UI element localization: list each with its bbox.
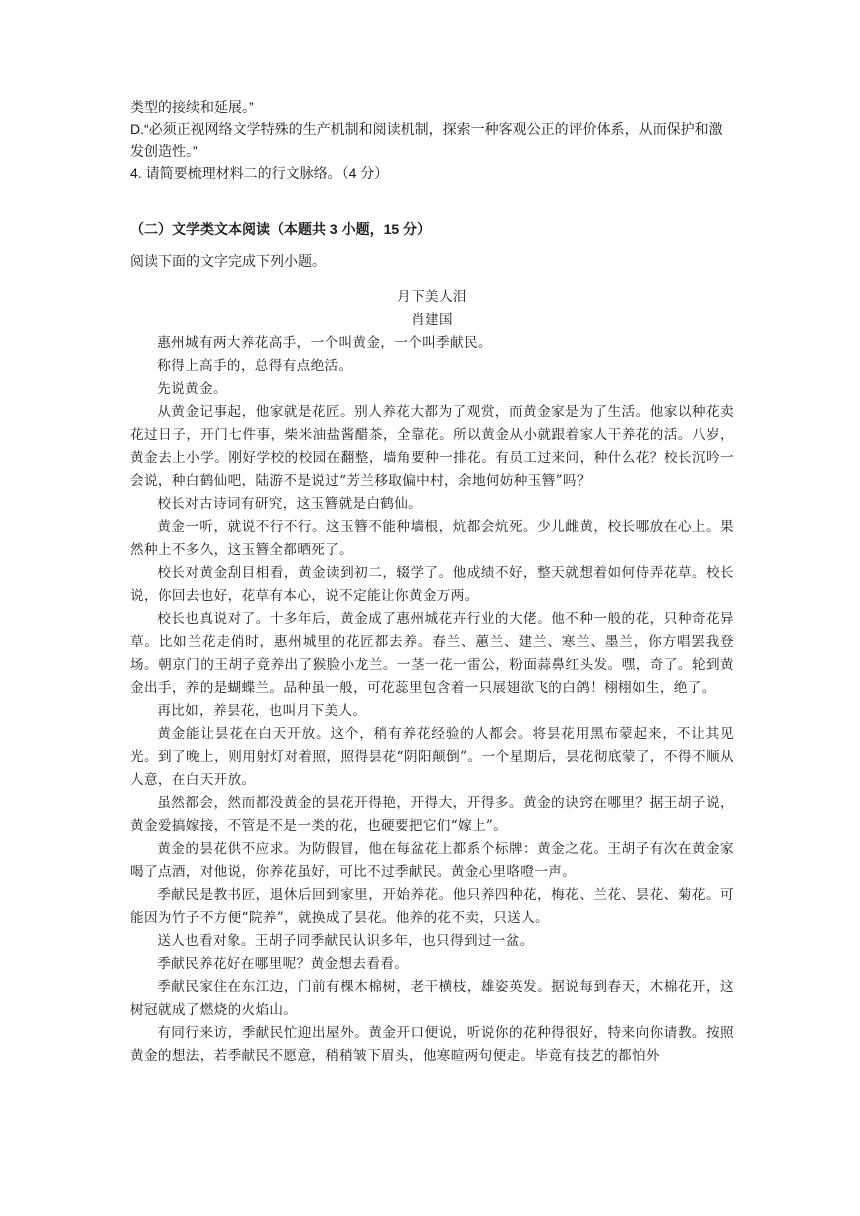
story-body [130, 332, 734, 1068]
story-title: 月下美人泪 [397, 289, 467, 305]
question-4: 4. 请简要梳理材料二的行文脉络。（4 分） [130, 165, 389, 181]
option-d: D.“必须正视网络文学特殊的生产机制和阅读机制，探索一种客观公正的评价体系，从而保护和激发创造性。” [130, 121, 723, 159]
story-paragraph: 季献民家住在东江边，门前有棵木棉树，老干横枝，雄姿英发。据说每到春天，木棉花开，这树冠就成了燃烧的火焰山。 [130, 979, 734, 1018]
story-paragraph: 校长对黄金刮目相看，黄金读到初二，辍学了。他成绩不好，整天就想着如何侍弄花草。校长说，你回去也好，花草有本心，说不定能让你黄金万两。 [130, 565, 734, 604]
continuation-text: 类型的接续和延展。” [130, 99, 254, 115]
story-paragraph: 黄金一听，就说不行不行。这玉簪不能种墙根，炕都会炕死。少儿雌黄，校长哪放在心上。果然种上不多久，这玉簪全都晒死了。 [130, 519, 734, 558]
story-paragraph: 惠州城有两大养花高手，一个叫黄金，一个叫季献民。 [157, 335, 492, 351]
story-paragraph: 虽然都会，然而都没黄金的昙花开得艳，开得大，开得多。黄金的诀窍在哪里？据王胡子说，黄金爱搞嫁接，不管是不是一类的花，也硬要把它们“嫁上”。 [130, 795, 734, 834]
story-paragraph: 校长也真说对了。十多年后，黄金成了惠州城花卉行业的大佬。他不种一般的花，只种奇花异草。比如兰花走俏时，惠州城里的花匠都去养。春兰、蕙兰、建兰、寒兰、墨兰，你方唱罢我登场。朝京门的王胡子竟养出了猴脸小龙兰。一茎一花一雷公，粉面蒜鼻红头发。嘿，奇了。轮到黄金出手，养的是蝴蝶兰。品种虽一般，可花蕊里包含着一只展翅欲飞的白鸽！栩栩如生，绝了。 [130, 611, 734, 696]
story-paragraph: 季献民养花好在哪里呢？黄金想去看看。 [157, 956, 409, 972]
story-paragraph: 季献民是教书匠，退休后回到家里，开始养花。他只养四种花，梅花、兰花、昙花、菊花。可能因为竹子不方便“院养”，就换成了昙花。他养的花不卖，只送人。 [130, 887, 734, 926]
story-paragraph: 黄金的昙花供不应求。为防假冒，他在每盆花上都系个标牌：黄金之花。王胡子有次在黄金家喝了点酒，对他说，你养花虽好，可比不过季献民。黄金心里咯噔一声。 [130, 841, 734, 880]
story-author: 肖建国 [411, 312, 453, 328]
story-paragraph: 再比如，养昙花，也叫月下美人。 [157, 703, 367, 719]
section-heading: （二）文学类文本阅读（本题共 3 小题，15 分） [130, 221, 432, 237]
story-paragraph: 称得上高手的，总得有点绝活。 [157, 358, 353, 374]
story-paragraph: 黄金能让昙花在白天开放。这个，稍有养花经验的人都会。将昙花用黑布蒙起来，不让其见光。到了晚上，则用射灯对着照，照得昙花“阴阳颠倒”。一个星期后，昙花彻底蒙了，不得不顺从人意，在白天开放。 [130, 726, 734, 788]
story-paragraph: 校长对古诗词有研究，这玉簪就是白鹤仙。 [157, 496, 423, 512]
reading-instruction: 阅读下面的文字完成下列小题。 [130, 253, 326, 269]
story-paragraph: 从黄金记事起，他家就是花匠。别人养花大都为了观赏，而黄金家是为了生活。他家以种花卖花过日子，开门七件事，柴米油盐酱醋茶，全靠花。所以黄金从小就跟着家人干养花的活。八岁，黄金去上小学。刚好学校的校园在翻整，墙角要种一排花。有员工过来问，种什么花？校长沉吟一会说，种白鹤仙吧，陆游不是说过“芳兰移取偏中村，余地何妨种玉簪”吗？ [130, 404, 734, 489]
story-paragraph: 送人也看对象。王胡子同季献民认识多年，也只得到过一盆。 [157, 933, 534, 949]
story-paragraph: 有同行来访，季献民忙迎出屋外。黄金开口便说，听说你的花种得很好，特来向你请教。按照黄金的想法，若季献民不愿意，稍稍皱下眉头，他寒暄两句便走。毕竟有技艺的都怕外 [130, 1025, 734, 1064]
document-page [130, 96, 734, 1068]
story-paragraph: 先说黄金。 [157, 381, 227, 397]
